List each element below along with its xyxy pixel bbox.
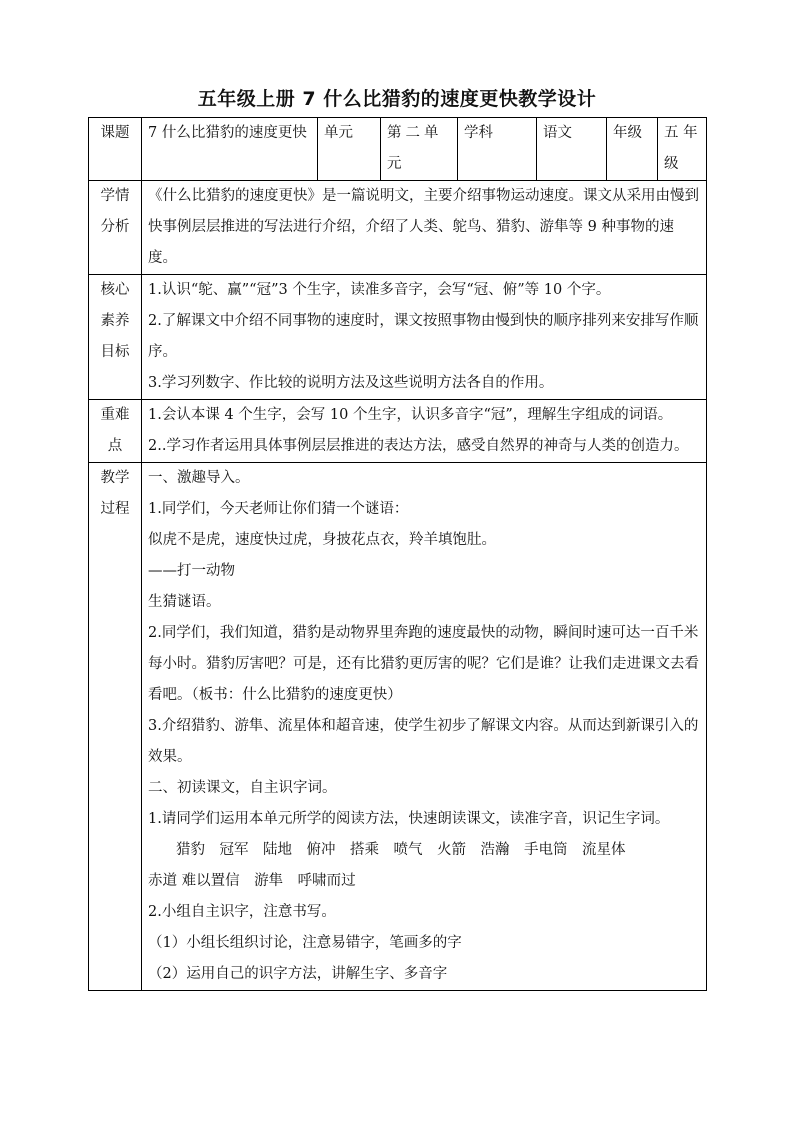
unit-label: 单元	[318, 118, 381, 181]
process-line: 二、初读课文，自主识字词。	[148, 780, 337, 796]
subject-label: 学科	[458, 118, 537, 181]
process-line: 似虎不是虎，速度快过虎，身披花点衣，羚羊填饱肚。	[148, 532, 496, 548]
key-point-item: 1.会认本课 4 个生字，会写 10 个生字，认识多音字“冠”，理解生字组成的词语。	[148, 407, 673, 423]
process-line: 一、激趣导入。	[148, 470, 250, 486]
process-line: 2.同学们，我们知道，猎豹是动物界里奔跑的速度最快的动物，瞬间时速可达一百千米每小时。猎豹厉害吧？可是，还有比猎豹更厉害的呢？它们是谁？让我们走进课文去看看吧。（板书：什么比猎豹的速度更快）	[148, 625, 699, 703]
lesson-label: 课题	[89, 118, 142, 181]
key-points-label: 重难点	[89, 400, 142, 463]
goal-item: 3.学习列数字、作比较的说明方法及这些说明方法各自的作用。	[148, 375, 554, 391]
process-line: 1.请同学们运用本单元所学的阅读方法，快速朗读课文，读准字音，识记生字词。	[148, 811, 670, 827]
goals-content	[142, 275, 707, 400]
vocab-line: 猎豹 冠军 陆地 俯冲 搭乘 喷气 火箭 浩瀚 手电筒 流星体	[176, 842, 626, 858]
process-line: 3.介绍猎豹、游隼、流星体和超音速，使学生初步了解课文内容。从而达到新课引入的效果。	[148, 718, 699, 765]
analysis-text: 《什么比猎豹的速度更快》是一篇说明文，主要介绍事物运动速度。课文从采用由慢到快事例层层推进的写法进行介绍，介绍了人类、鸵鸟、猎豹、游隼等 9 种事物的速度。	[142, 181, 707, 275]
goal-item: 2.了解课文中介绍不同事物的速度时，课文按照事物由慢到快的顺序排列来安排写作顺序。	[148, 313, 699, 360]
grade-label: 年级	[607, 118, 658, 181]
process-line: 生猜谜语。	[148, 594, 221, 610]
page-title: 五年级上册 7 什么比猎豹的速度更快教学设计	[197, 88, 597, 110]
header-row	[89, 118, 707, 181]
process-line: 1.同学们，今天老师让你们猜一个谜语：	[148, 501, 409, 517]
process-line: （2）运用自己的识字方法，讲解生字、多音字	[148, 966, 448, 982]
key-points-row	[89, 400, 707, 463]
subject-value: 语文	[537, 118, 607, 181]
goal-item: 1.认识“鸵、赢”“冠”3 个生字，读准多音字，会写“冠、俯”等 10 个字。	[148, 282, 611, 298]
analysis-label: 学情分析	[89, 181, 142, 275]
grade-value: 五 年 级	[658, 118, 707, 181]
process-line: ——打一动物	[148, 563, 235, 579]
process-label: 教学过程	[89, 463, 142, 991]
unit-value: 第二单元	[381, 118, 458, 181]
lesson-value: 7 什么比猎豹的速度更快	[142, 118, 318, 181]
process-line: （1）小组长组织讨论，注意易错字，笔画多的字	[148, 935, 462, 951]
key-point-item: 2..学习作者运用具体事例层层推进的表达方法，感受自然界的神奇与人类的创造力。	[148, 438, 689, 454]
key-points-content	[142, 400, 707, 463]
goals-label: 核心素养目标	[89, 275, 142, 400]
goals-row	[89, 275, 707, 400]
analysis-row	[89, 181, 707, 275]
process-row	[89, 463, 707, 991]
vocab-line: 赤道 难以置信 游隼 呼啸而过	[148, 873, 356, 889]
lesson-plan-table	[88, 117, 707, 991]
process-line: 2.小组自主识字，注意书写。	[148, 904, 336, 920]
process-content	[142, 463, 707, 991]
